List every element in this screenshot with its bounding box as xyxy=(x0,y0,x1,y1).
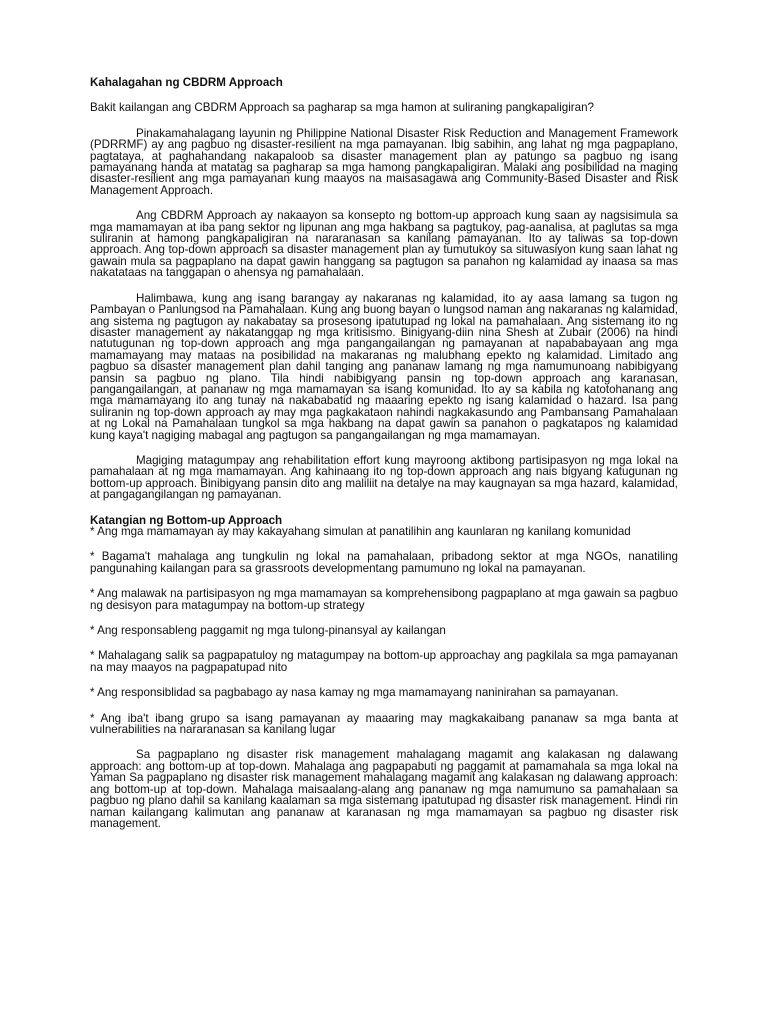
list-item: * Ang malawak na partisipasyon ng mga mamamayan sa komprehensibong pagpaplano at mga gawain sa pagbuo ng desisyon para matagumpay na bottom-up strategy xyxy=(90,587,678,612)
list-item: * Ang responsiblidad sa pagbabago ay nasa kamay ng mga mamamayang naninirahan sa pamayanan. xyxy=(90,686,619,700)
document-title: Kahalagahan ng CBDRM Approach xyxy=(90,76,283,89)
section-title: Katangian ng Bottom-up Approach xyxy=(90,513,283,527)
paragraph-2: Ang CBDRM Approach ay nakaayon sa konsepto ng bottom-up approach kung saan ay nagsisimula sa mga mamamayan at iba pang sektor ng lipunan ang mga hakbang sa pagtukoy, pag-aanalisa, at paglutas sa mga suliranin at hamong pangkapaligiran na nararanasan sa kanilang pamayanan. Ito ay taliwas sa top-down approach. Ang top-down approach sa disaster management plan ay tumutukoy sa situwasiyon kung saan lahat ng gawain mula sa pagpaplano na dapat gawin hanggang sa pagtugon sa panahon ng kalamidad ay inaasa sa mas nakatataas na tanggapan o ahensya ng pamahalaan. xyxy=(90,209,678,280)
list-item: * Mahalagang salik sa pagpapatuloy ng matagumpay na bottom-up approachay ang pagkilala sa mga pamayanan na may maayos na pagpapatupad nito xyxy=(90,649,678,674)
paragraph-4: Magiging matagumpay ang rehabilitation effort kung mayroong aktibong partisipasyon ng mga lokal na pamahalaan at ng mga mamamayan. Ang kahinaang ito ng top-down approach ang nais bigyang katugunan ng bottom-up approach. Binibigyang pansin dito ang maliliit na detalye na may kaugnayan sa mga hazard, kalamidad, at pangagangilangan ng pamayanan. xyxy=(90,453,678,502)
closing-paragraph: Sa pagpaplano ng disaster risk management mahalagang magamit ang kalakasan ng dalawang approach: ang bottom-up at top-down. Mahalaga ang pagpapabuti ng paggamit at pamamahala sa mga lokal na Yaman Sa pagpaplano ng disaster risk management mahalagang magamit ang kalakasan ng dalawang approach: ang bottom-up at top-down. Mahalaga maisaalang-alang ang pananaw ng mga namumuno sa pamahalaan sa pagbuo ng plano dahil sa kanilang kaalaman sa mga sistemang ipatutupad ng disaster risk management. Hindi rin naman kailangang kalimutan ang pananaw at karanasan ng mga mamamayan sa pagbuo ng disaster risk management. xyxy=(90,748,678,830)
paragraph-1: Pinakamahalagang layunin ng Philippine National Disaster Risk Reduction and Management Framework (PDRRMF) ay ang pagbuo ng disaster-resilient na mga pamayanan. Ibig sabihin, ang lahat ng mga pagpaplano, pagtataya, at paghahandang nakapaloob sa disaster management plan ay patungo sa pagbuo ng isang pamayanang handa at matatag sa pagharap sa mga hamong pangkapaligiran. Malaki ang posibilidad na maging disaster-resilient ang mga pamayanan kung maayos na maisasagawa ang Community-Based Disaster and Risk Management Approach. xyxy=(90,126,678,197)
list-item: * Ang mga mamamayan ay may kakayahang simulan at panatilihin ang kaunlaran ng kanilang komunidad xyxy=(90,525,631,538)
list-item: * Ang iba't ibang grupo sa isang pamayanan ay maaaring may magkakaibang pananaw sa mga banta at vulnerabilities na nararanasan sa kanilang lugar xyxy=(90,711,678,737)
paragraph-3: Halimbawa, kung ang isang barangay ay nakaranas ng kalamidad, ito ay aasa lamang sa tugon ng Pambayan o Panlungsod na Pamahalaan. Kung ang buong bayan o lungsod naman ang nakaranas ng kalamidad, ang sistema ng pagtugon ay nakabatay sa prosesong ipatutupad ng lokal na pamahalaan. Ang sistemang ito ng disaster management ay nakatanggap ng mga kritisismo. Binigyang-diin nina Shesh at Zubair (2006) na hindi natutugunan ng top-down approach ang mga pangangailangan ng pamayanan at napababayaan ang mga mamamayang may mataas na posibilidad na makaranas ng malubhang epekto ng kalamidad. Limitado ang pagbuo sa disaster management plan dahil tanging ang pananaw lamang ng mga namumunoang nabibigyang pansin sa pagbuo ng plano. Tila hindi nabibigyang pansin ng top-down approach ang karanasan, pangangailangan, at pananaw ng mga mamamayan sa isang komunidad. Ito ay sa kabila ng katotohanang ang mga mamamayang ito ang tunay na nakababatid ng maaaring epekto ng isang kalamidad o hazard. Isa pang suliranin ng top-down approach ay may mga pagkakataon nahindi nagkakasundo ang Pambansang Pamahalaan at ng Lokal na Pamahalaan tungkol sa mga hakbang na dapat gawin sa panahon o pagkatapos ng kalamidad kung kaya't nagiging mabagal ang pagtugon sa pangangailangan ng mga mamamayan. xyxy=(90,291,678,442)
guiding-question: Bakit kailangan ang CBDRM Approach sa pagharap sa mga hamon at suliraning pangkapaligiran? xyxy=(90,101,594,115)
characteristics-list xyxy=(90,526,678,735)
list-item: * Ang responsableng paggamit ng mga tulong-pinansyal ay kailangan xyxy=(90,624,446,638)
list-item: * Bagama't mahalaga ang tungkulin ng lokal na pamahalaan, pribadong sektor at mga NGOs, nanatiling pangunahing kailangan para sa grassroots developmentang pamumuno ng lokal na pamayanan. xyxy=(90,550,678,575)
